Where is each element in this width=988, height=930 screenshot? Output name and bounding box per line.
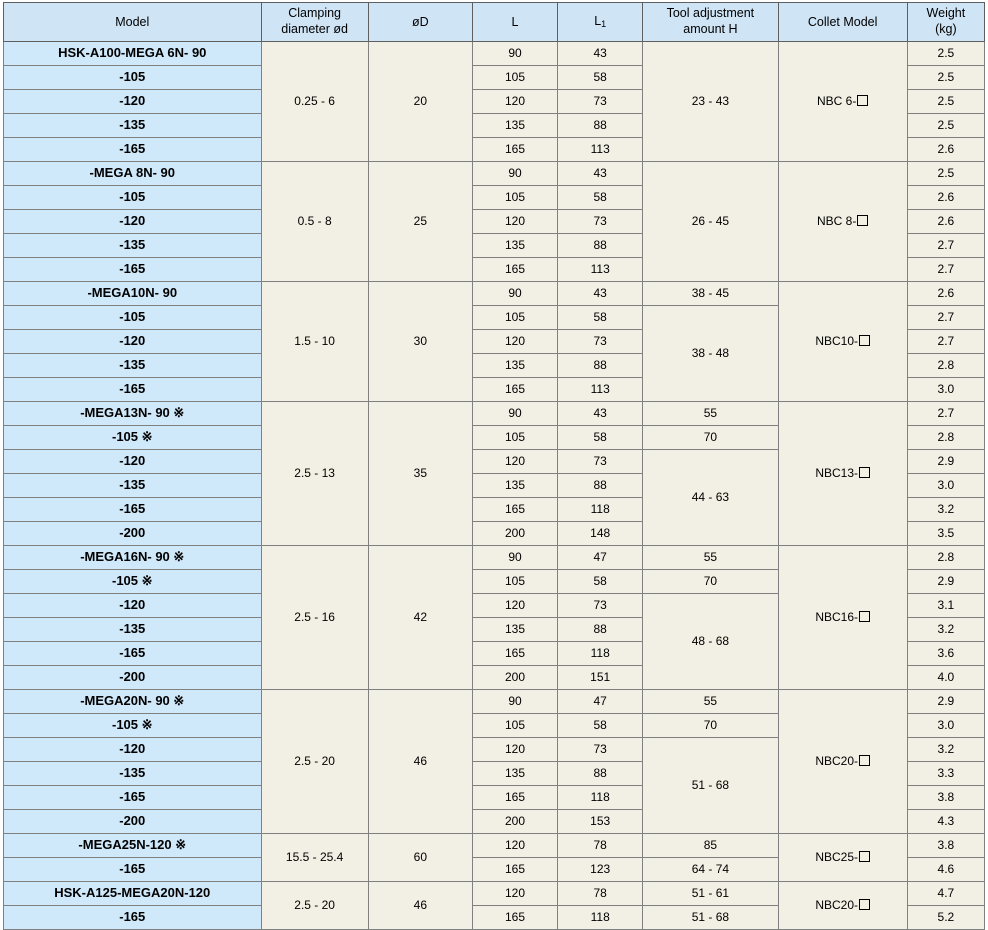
cell-model: -MEGA16N- 90 ※ — [4, 546, 262, 570]
cell-clamping-diameter: 0.5 - 8 — [261, 162, 368, 282]
cell-tool-adjustment: 51 - 68 — [643, 738, 778, 834]
cell-length-l1: 113 — [558, 378, 643, 402]
cell-model: -MEGA 8N- 90 — [4, 162, 262, 186]
cell-weight: 3.2 — [907, 618, 984, 642]
cell-length-l1: 88 — [558, 618, 643, 642]
cell-model: -MEGA13N- 90 ※ — [4, 402, 262, 426]
cell-length-l1: 113 — [558, 138, 643, 162]
header-tool-line2: amount H — [683, 22, 738, 36]
cell-weight: 3.8 — [907, 834, 984, 858]
header-clamping-line1: Clamping — [288, 6, 342, 21]
cell-weight: 3.3 — [907, 762, 984, 786]
table-row — [4, 402, 985, 426]
cell-model: -135 — [4, 618, 262, 642]
cell-model: -105 — [4, 306, 262, 330]
cell-weight: 2.6 — [907, 210, 984, 234]
header-length-l: L — [472, 3, 557, 42]
cell-model: -165 — [4, 378, 262, 402]
specification-table — [3, 2, 985, 930]
cell-clamping-diameter: 2.5 - 20 — [261, 690, 368, 834]
cell-weight: 4.3 — [907, 810, 984, 834]
cell-tool-adjustment: 70 — [643, 714, 778, 738]
cell-length-l: 105 — [472, 66, 557, 90]
table-body — [4, 42, 985, 930]
cell-model: -120 — [4, 594, 262, 618]
cell-tool-adjustment: 38 - 48 — [643, 306, 778, 402]
cell-length-l1: 118 — [558, 906, 643, 930]
cell-length-l: 165 — [472, 906, 557, 930]
cell-clamping-diameter: 2.5 - 13 — [261, 402, 368, 546]
table-row — [4, 42, 985, 66]
cell-tool-adjustment: 64 - 74 — [643, 858, 778, 882]
cell-weight: 2.7 — [907, 306, 984, 330]
cell-model: -120 — [4, 450, 262, 474]
header-tool-adjustment — [643, 3, 778, 42]
cell-length-l: 120 — [472, 594, 557, 618]
cell-clamping-diameter: 0.25 - 6 — [261, 42, 368, 162]
cell-outer-diameter: 20 — [368, 42, 472, 162]
header-clamping-line2: diameter ød — [281, 22, 348, 36]
cell-tool-adjustment: 70 — [643, 426, 778, 450]
cell-length-l: 90 — [472, 42, 557, 66]
header-tool-line1: Tool adjustment — [666, 6, 755, 21]
collet-model-text: NBC16- — [815, 609, 858, 624]
cell-weight: 2.7 — [907, 258, 984, 282]
cell-model: -165 — [4, 642, 262, 666]
collet-model-text: NBC20- — [815, 753, 858, 768]
cell-length-l: 120 — [472, 882, 557, 906]
cell-length-l1: 73 — [558, 330, 643, 354]
cell-length-l1: 118 — [558, 786, 643, 810]
cell-length-l1: 43 — [558, 162, 643, 186]
cell-weight: 2.6 — [907, 282, 984, 306]
cell-weight: 4.6 — [907, 858, 984, 882]
cell-model: -165 — [4, 906, 262, 930]
cell-weight: 2.5 — [907, 66, 984, 90]
cell-length-l: 105 — [472, 306, 557, 330]
header-weight-line1: Weight — [926, 6, 966, 21]
cell-length-l1: 47 — [558, 690, 643, 714]
table-header — [4, 3, 985, 42]
cell-tool-adjustment: 55 — [643, 546, 778, 570]
cell-weight: 3.8 — [907, 786, 984, 810]
cell-model: -135 — [4, 114, 262, 138]
cell-length-l: 90 — [472, 690, 557, 714]
cell-length-l1: 58 — [558, 66, 643, 90]
cell-length-l1: 88 — [558, 474, 643, 498]
cell-length-l: 135 — [472, 618, 557, 642]
cell-length-l: 165 — [472, 378, 557, 402]
cell-model: -165 — [4, 258, 262, 282]
cell-clamping-diameter: 1.5 - 10 — [261, 282, 368, 402]
cell-length-l1: 151 — [558, 666, 643, 690]
cell-weight: 2.9 — [907, 690, 984, 714]
cell-length-l1: 43 — [558, 402, 643, 426]
table-row — [4, 162, 985, 186]
cell-length-l1: 113 — [558, 258, 643, 282]
cell-length-l: 90 — [472, 162, 557, 186]
cell-length-l: 120 — [472, 210, 557, 234]
cell-clamping-diameter: 15.5 - 25.4 — [261, 834, 368, 882]
cell-tool-adjustment: 38 - 45 — [643, 282, 778, 306]
cell-length-l: 165 — [472, 498, 557, 522]
cell-weight: 2.8 — [907, 354, 984, 378]
cell-model: -105 ※ — [4, 714, 262, 738]
square-symbol-icon — [859, 335, 870, 346]
cell-weight: 2.8 — [907, 426, 984, 450]
cell-length-l: 120 — [472, 738, 557, 762]
cell-weight: 3.2 — [907, 498, 984, 522]
cell-length-l: 165 — [472, 858, 557, 882]
header-weight — [907, 3, 984, 42]
cell-length-l: 120 — [472, 834, 557, 858]
cell-length-l: 120 — [472, 90, 557, 114]
cell-outer-diameter: 30 — [368, 282, 472, 402]
cell-length-l1: 58 — [558, 186, 643, 210]
cell-model: -135 — [4, 354, 262, 378]
collet-model-text: NBC 6- — [816, 93, 857, 108]
table-row — [4, 282, 985, 306]
cell-weight: 2.9 — [907, 570, 984, 594]
cell-length-l: 120 — [472, 450, 557, 474]
cell-model: -200 — [4, 522, 262, 546]
cell-length-l1: 88 — [558, 114, 643, 138]
cell-length-l: 90 — [472, 546, 557, 570]
header-weight-line2: (kg) — [935, 22, 957, 36]
cell-length-l1: 58 — [558, 714, 643, 738]
header-outer-diameter: øD — [368, 3, 472, 42]
cell-length-l1: 78 — [558, 834, 643, 858]
cell-model: -135 — [4, 474, 262, 498]
cell-tool-adjustment: 70 — [643, 570, 778, 594]
cell-length-l1: 88 — [558, 354, 643, 378]
cell-model: -120 — [4, 738, 262, 762]
cell-outer-diameter: 60 — [368, 834, 472, 882]
cell-length-l: 200 — [472, 522, 557, 546]
cell-length-l: 105 — [472, 426, 557, 450]
square-symbol-icon — [859, 899, 870, 910]
cell-clamping-diameter: 2.5 - 16 — [261, 546, 368, 690]
cell-model: -MEGA10N- 90 — [4, 282, 262, 306]
cell-length-l: 135 — [472, 354, 557, 378]
cell-model: -120 — [4, 210, 262, 234]
cell-weight: 2.6 — [907, 186, 984, 210]
cell-model: -200 — [4, 666, 262, 690]
cell-model: -165 — [4, 138, 262, 162]
cell-collet-model — [778, 690, 907, 834]
cell-length-l: 200 — [472, 810, 557, 834]
cell-clamping-diameter: 2.5 - 20 — [261, 882, 368, 930]
cell-length-l: 135 — [472, 114, 557, 138]
header-clamping-diameter — [261, 3, 368, 42]
cell-length-l: 90 — [472, 282, 557, 306]
cell-collet-model — [778, 546, 907, 690]
cell-model: -120 — [4, 90, 262, 114]
cell-length-l1: 118 — [558, 642, 643, 666]
cell-length-l: 120 — [472, 330, 557, 354]
cell-tool-adjustment: 85 — [643, 834, 778, 858]
cell-length-l: 135 — [472, 234, 557, 258]
cell-weight: 3.0 — [907, 714, 984, 738]
cell-weight: 3.0 — [907, 378, 984, 402]
cell-length-l: 135 — [472, 474, 557, 498]
cell-weight: 2.5 — [907, 114, 984, 138]
cell-weight: 2.5 — [907, 42, 984, 66]
table-row — [4, 882, 985, 906]
cell-weight: 4.0 — [907, 666, 984, 690]
cell-weight: 2.5 — [907, 162, 984, 186]
cell-length-l1: 118 — [558, 498, 643, 522]
collet-model-text: NBC25- — [815, 849, 858, 864]
collet-model-text: NBC10- — [815, 333, 858, 348]
cell-collet-model — [778, 834, 907, 882]
square-symbol-icon — [859, 611, 870, 622]
square-symbol-icon — [859, 467, 870, 478]
cell-model: -105 ※ — [4, 570, 262, 594]
cell-weight: 4.7 — [907, 882, 984, 906]
cell-tool-adjustment: 51 - 61 — [643, 882, 778, 906]
cell-outer-diameter: 46 — [368, 882, 472, 930]
table-row — [4, 690, 985, 714]
cell-outer-diameter: 46 — [368, 690, 472, 834]
header-row — [4, 3, 985, 42]
cell-length-l1: 123 — [558, 858, 643, 882]
cell-collet-model — [778, 42, 907, 162]
cell-length-l1: 58 — [558, 306, 643, 330]
cell-weight: 2.7 — [907, 234, 984, 258]
cell-model: -200 — [4, 810, 262, 834]
cell-weight: 2.8 — [907, 546, 984, 570]
cell-model: -105 — [4, 186, 262, 210]
square-symbol-icon — [859, 755, 870, 766]
cell-length-l1: 43 — [558, 42, 643, 66]
cell-length-l1: 47 — [558, 546, 643, 570]
cell-model: -120 — [4, 330, 262, 354]
cell-model: -MEGA20N- 90 ※ — [4, 690, 262, 714]
cell-model: -165 — [4, 498, 262, 522]
cell-weight: 2.6 — [907, 138, 984, 162]
cell-length-l: 135 — [472, 762, 557, 786]
cell-length-l1: 88 — [558, 234, 643, 258]
cell-model: -135 — [4, 762, 262, 786]
square-symbol-icon — [859, 851, 870, 862]
cell-weight: 5.2 — [907, 906, 984, 930]
cell-length-l1: 148 — [558, 522, 643, 546]
table-row — [4, 834, 985, 858]
cell-outer-diameter: 42 — [368, 546, 472, 690]
cell-length-l: 105 — [472, 570, 557, 594]
cell-model: HSK-A100-MEGA 6N- 90 — [4, 42, 262, 66]
cell-tool-adjustment: 26 - 45 — [643, 162, 778, 282]
cell-outer-diameter: 35 — [368, 402, 472, 546]
header-length-l1: $L_1$ — [558, 3, 643, 42]
cell-weight: 2.5 — [907, 90, 984, 114]
cell-tool-adjustment: 55 — [643, 402, 778, 426]
cell-collet-model — [778, 162, 907, 282]
cell-length-l1: 58 — [558, 570, 643, 594]
cell-weight: 2.7 — [907, 330, 984, 354]
cell-tool-adjustment: 48 - 68 — [643, 594, 778, 690]
cell-length-l: 165 — [472, 642, 557, 666]
collet-model-text: NBC20- — [815, 897, 858, 912]
cell-model: -105 ※ — [4, 426, 262, 450]
square-symbol-icon — [857, 95, 868, 106]
cell-collet-model — [778, 882, 907, 930]
cell-model: HSK-A125-MEGA20N-120 — [4, 882, 262, 906]
header-model: Model — [4, 3, 262, 42]
cell-length-l: 165 — [472, 786, 557, 810]
cell-tool-adjustment: 55 — [643, 690, 778, 714]
cell-length-l: 105 — [472, 186, 557, 210]
cell-outer-diameter: 25 — [368, 162, 472, 282]
header-collet-model: Collet Model — [778, 3, 907, 42]
cell-weight: 3.5 — [907, 522, 984, 546]
cell-length-l1: 73 — [558, 210, 643, 234]
header-l1-subscript: 1 — [601, 19, 607, 30]
cell-length-l: 90 — [472, 402, 557, 426]
collet-model-text: NBC 8- — [816, 213, 857, 228]
cell-tool-adjustment: 23 - 43 — [643, 42, 778, 162]
collet-model-text: NBC13- — [815, 465, 858, 480]
cell-weight: 2.7 — [907, 402, 984, 426]
cell-length-l1: 153 — [558, 810, 643, 834]
cell-weight: 3.2 — [907, 738, 984, 762]
cell-length-l1: 73 — [558, 594, 643, 618]
cell-model: -135 — [4, 234, 262, 258]
cell-length-l1: 73 — [558, 90, 643, 114]
cell-model: -165 — [4, 858, 262, 882]
cell-length-l: 105 — [472, 714, 557, 738]
cell-length-l1: 73 — [558, 738, 643, 762]
table-row — [4, 546, 985, 570]
cell-weight: 2.9 — [907, 450, 984, 474]
cell-collet-model — [778, 402, 907, 546]
cell-length-l1: 73 — [558, 450, 643, 474]
cell-model: -105 — [4, 66, 262, 90]
cell-length-l: 200 — [472, 666, 557, 690]
cell-length-l1: 58 — [558, 426, 643, 450]
cell-length-l1: 78 — [558, 882, 643, 906]
cell-tool-adjustment: 44 - 63 — [643, 450, 778, 546]
cell-model: -MEGA25N-120 ※ — [4, 834, 262, 858]
cell-weight: 3.0 — [907, 474, 984, 498]
cell-length-l: 165 — [472, 258, 557, 282]
cell-length-l1: 88 — [558, 762, 643, 786]
cell-model: -165 — [4, 786, 262, 810]
cell-length-l: 165 — [472, 138, 557, 162]
cell-collet-model — [778, 282, 907, 402]
cell-length-l1: 43 — [558, 282, 643, 306]
square-symbol-icon — [857, 215, 868, 226]
cell-weight: 3.6 — [907, 642, 984, 666]
cell-weight: 3.1 — [907, 594, 984, 618]
cell-tool-adjustment: 51 - 68 — [643, 906, 778, 930]
